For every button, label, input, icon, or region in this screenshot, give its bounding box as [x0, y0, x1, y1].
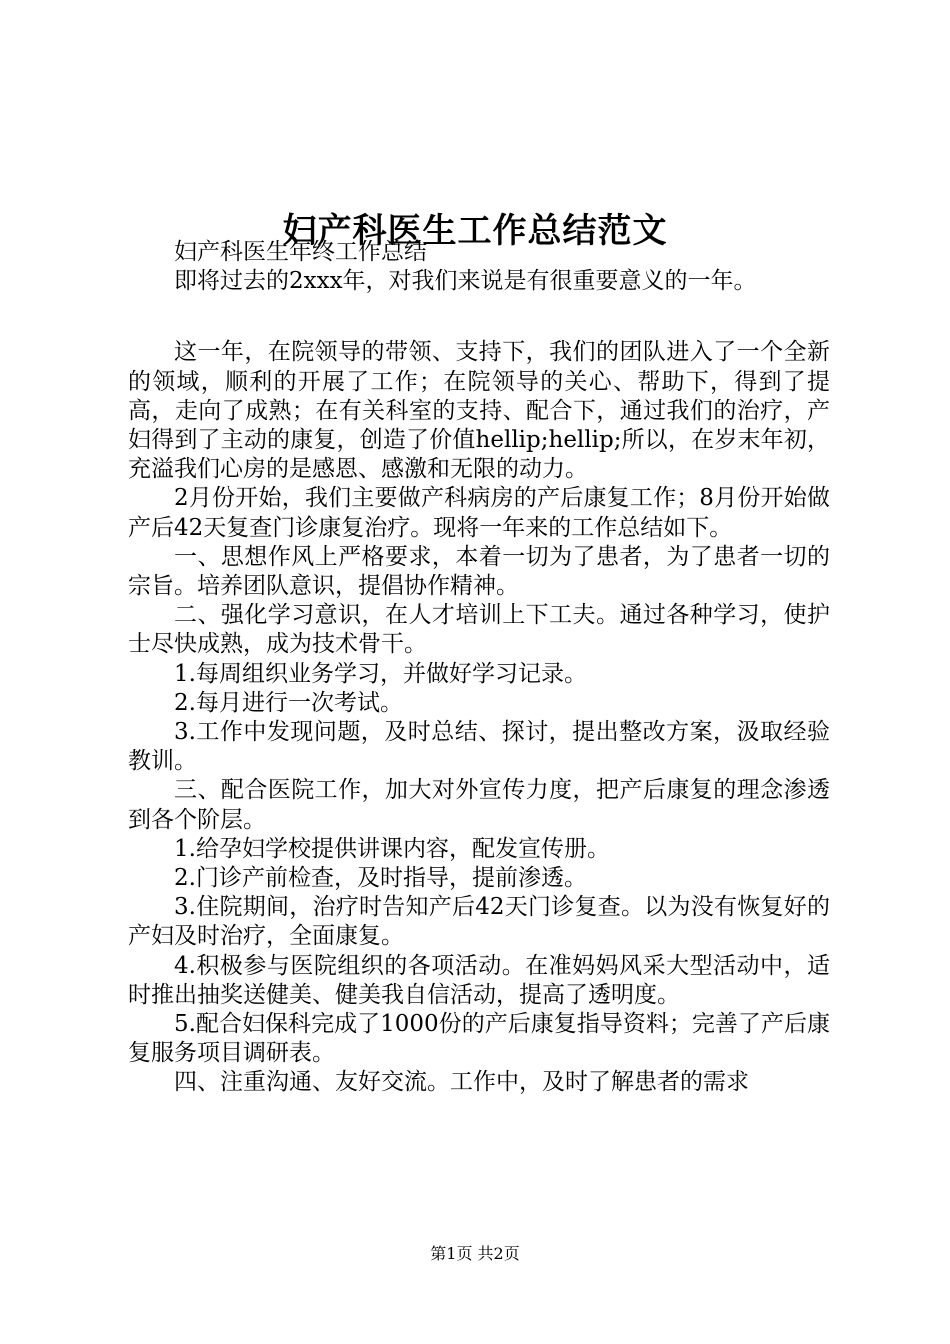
paragraph: 1.每周组织业务学习，并做好学习记录。	[174, 660, 587, 687]
paragraph: 妇产科医生年终工作总结	[174, 239, 427, 265]
paragraph: 3.工作中发现问题，及时总结、探讨，提出整改方案，汲取经验教训。	[128, 719, 830, 775]
paragraph: 1.给孕妇学校提供讲课内容，配发宣传册。	[174, 835, 610, 862]
paragraph: 5.配合妇保科完成了1000份的产后康复指导资料；完善了产后康复服务项目调研表。	[128, 1011, 830, 1067]
paragraph: 一、思想作风上严格要求，本着一切为了患者，为了患者一切的宗旨。培养团队意识，提倡协作精神。	[128, 543, 830, 600]
paragraph: 2.每月进行一次考试。	[174, 689, 403, 716]
paragraph: 2.门诊产前检查，及时指导，提前渗透。	[174, 865, 587, 892]
paragraph: 四、注重沟通、友好交流。工作中，及时了解患者的需求	[174, 1069, 749, 1096]
document-title: 妇产科医生工作总结范文	[282, 210, 668, 251]
page-footer: 第1页 共2页	[430, 1244, 520, 1263]
paragraph: 二、强化学习意识，在人才培训上下工夫。通过各种学习，使护士尽快成熟，成为技术骨干。	[128, 602, 830, 658]
document-body	[128, 238, 830, 1098]
paragraph: 即将过去的2xxx年，对我们来说是有很重要意义的一年。	[174, 268, 757, 295]
paragraph: 这一年，在院领导的带领、支持下，我们的团队进入了一个全新的领域，顺利的开展了工作；在院领导的关心、帮助下，得到了提高，走向了成熟；在有关科室的支持、配合下，通过我们的治疗，产妇得到了主动的康复，创造了价值hellip;hellip;所以，在岁末年初，充溢我们心房的是感恩、感激和无限的动力。	[128, 339, 830, 483]
paragraph: 4.积极参与医院组织的各项活动。在准妈妈风采大型活动中，适时推出抽奖送健美、健美我自信活动，提高了透明度。	[128, 952, 830, 1008]
paragraph: 三、配合医院工作，加大对外宣传力度，把产后康复的理念渗透到各个阶层。	[128, 777, 830, 833]
paragraph: 3.住院期间，治疗时告知产后42天门诊复查。以为没有恢复好的产妇及时治疗，全面康复。	[128, 894, 830, 950]
paragraph: 2月份开始，我们主要做产科病房的产后康复工作；8月份开始做产后42天复查门诊康复治疗。现将一年来的工作总结如下。	[128, 485, 830, 541]
